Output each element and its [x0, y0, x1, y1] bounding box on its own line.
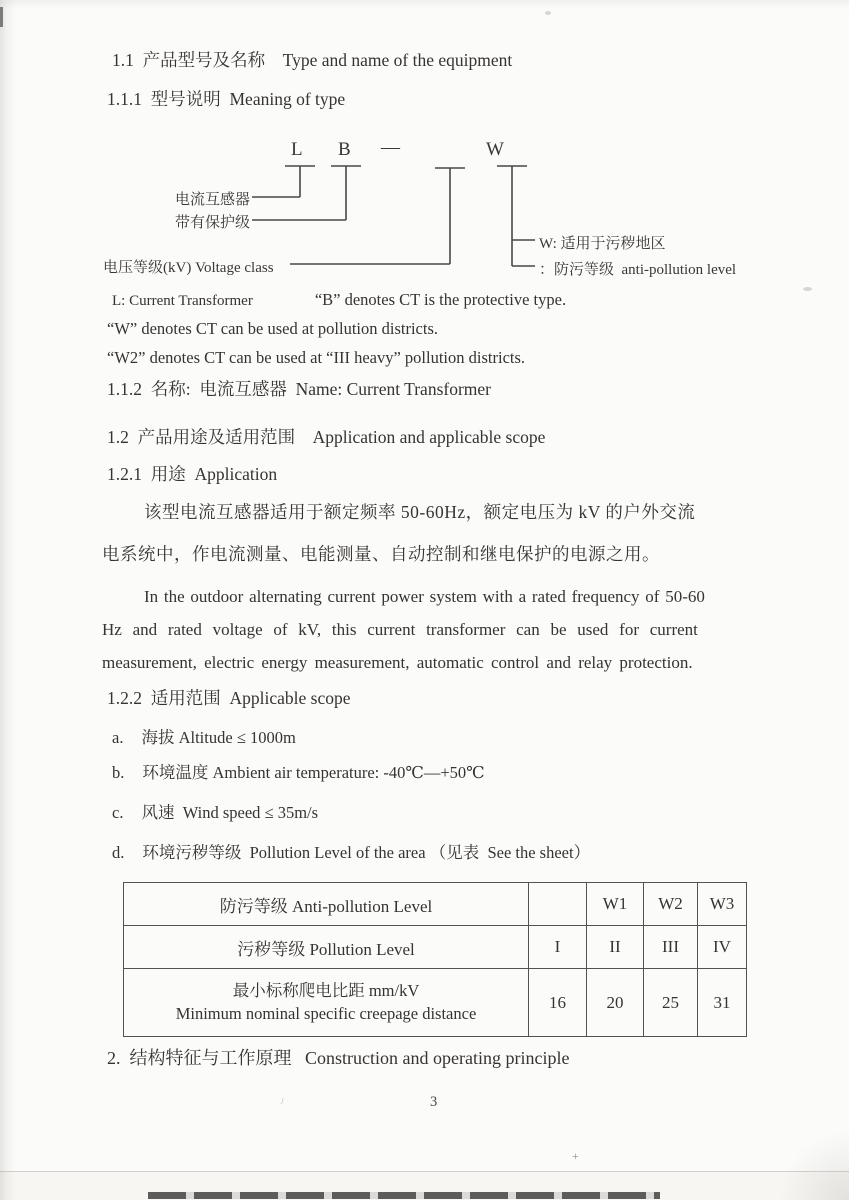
creepage-label-zh: 最小标称爬电比距 mm/kV [232, 981, 420, 1001]
table-row-creepage-distance [124, 969, 747, 1037]
scan-bottom-hairline [0, 1171, 849, 1172]
table-cell: 16 [529, 969, 587, 1037]
paragraph-en-line1: In the outdoor alternating current power system with a rated frequency of 50-60 [144, 587, 705, 606]
scope-item-b-key: b. [112, 763, 125, 782]
scope-item-a-key: a. [112, 728, 124, 747]
heading-1-1-1: 1.1.1 型号说明 Meaning of type [107, 89, 346, 109]
diagram-label-protective-class: 带有保护级 [175, 215, 251, 231]
table-cell: W2 [644, 883, 698, 926]
heading-1-2-2: 1.2.2 适用范围 Applicable scope [107, 688, 351, 708]
table-row-anti-pollution [124, 883, 747, 926]
note-l-left: L: Current Transformer [112, 293, 253, 309]
note-line-l [112, 290, 566, 311]
scope-item-b [112, 763, 485, 784]
pollution-table-grid [123, 882, 747, 1037]
paragraph-en-line3: measurement, electric energy measurement, automatic control and relay protection. [102, 653, 693, 672]
scan-plus-artifact: + [572, 1149, 579, 1163]
type-letter-dash: — [381, 137, 400, 158]
paragraph-zh-line2: 电系统中，作电流测量、电能测量、自动控制和继电保护的电源之用。 [102, 544, 660, 564]
scope-item-d-text: 环境污秽等级 Pollution Level of the area （见表 See the sheet） [142, 843, 591, 862]
table-cell: 20 [587, 969, 644, 1037]
type-letter-l: L [291, 139, 303, 160]
creepage-label-en: Minimum nominal specific creepage distance [175, 1003, 477, 1023]
type-letter-w: W [486, 139, 504, 160]
scan-smudge-artifact: ʲ [279, 1093, 285, 1110]
scope-item-a [112, 728, 296, 749]
pollution-level-table [123, 882, 747, 1037]
paragraph-zh-line1: 该型电流互感器适用于额定频率 50-60Hz，额定电压为 kV 的户外交流 [144, 502, 696, 522]
heading-1-2: 1.2 产品用途及适用范围 Application and applicable scope [107, 427, 546, 447]
table-cell: IV [698, 926, 747, 969]
scope-item-b-text: 环境温度 Ambient air temperature: -40℃—+50℃ [142, 763, 485, 782]
type-letter-b: B [338, 139, 351, 160]
table-cell [529, 883, 587, 926]
heading-1-1: 1.1 产品型号及名称 Type and name of the equipment [112, 50, 513, 70]
scan-bottom-band [148, 1192, 660, 1199]
scope-item-a-text: 海拔 Altitude ≤ 1000m [141, 728, 296, 747]
scan-speck [545, 11, 551, 15]
table-label-pollution-level: 污秽等级 Pollution Level [124, 926, 529, 969]
scope-item-c-text: 风速 Wind speed ≤ 35m/s [141, 803, 319, 822]
note-l-right: “B” denotes CT is the protective type. [314, 290, 567, 309]
page-number: 3 [430, 1094, 438, 1110]
scope-item-d [112, 843, 590, 864]
diagram-label-voltage-class: 电压等级(kV) Voltage class [103, 260, 274, 276]
heading-2: 2. 结构特征与工作原理 Construction and operating principle [107, 1048, 570, 1068]
note-line-w: “W” denotes CT can be used at pollution districts. [107, 319, 438, 338]
table-cell: W1 [587, 883, 644, 926]
scope-item-c-key: c. [112, 803, 124, 822]
scan-speck [803, 287, 812, 291]
diagram-label-anti-pollution: ：防污等级 anti-pollution level [539, 262, 737, 278]
type-designation-diagram [0, 135, 849, 285]
scan-edge-mark [0, 7, 3, 27]
table-cell: 31 [698, 969, 747, 1037]
table-label-creepage [124, 969, 529, 1037]
diagram-label-current-transformer: 电流互感器 [175, 192, 251, 208]
table-cell: II [587, 926, 644, 969]
diagram-label-w-pollution-area: W: 适用于污秽地区 [539, 236, 666, 252]
table-cell: W3 [698, 883, 747, 926]
note-line-w2: “W2” denotes CT can be used at “III heavy” pollution districts. [107, 348, 526, 367]
table-cell: I [529, 926, 587, 969]
paragraph-en-line2: Hz and rated voltage of kV, this current transformer can be used for current [102, 620, 698, 639]
table-cell: III [644, 926, 698, 969]
table-row-pollution-level [124, 926, 747, 969]
table-label-anti-pollution: 防污等级 Anti-pollution Level [124, 883, 529, 926]
table-cell: 25 [644, 969, 698, 1037]
scope-item-d-key: d. [112, 843, 125, 862]
heading-1-2-1: 1.2.1 用途 Application [107, 464, 278, 484]
scope-item-c [112, 803, 318, 824]
heading-1-1-2: 1.1.2 名称: 电流互感器 Name: Current Transformer [107, 379, 491, 399]
